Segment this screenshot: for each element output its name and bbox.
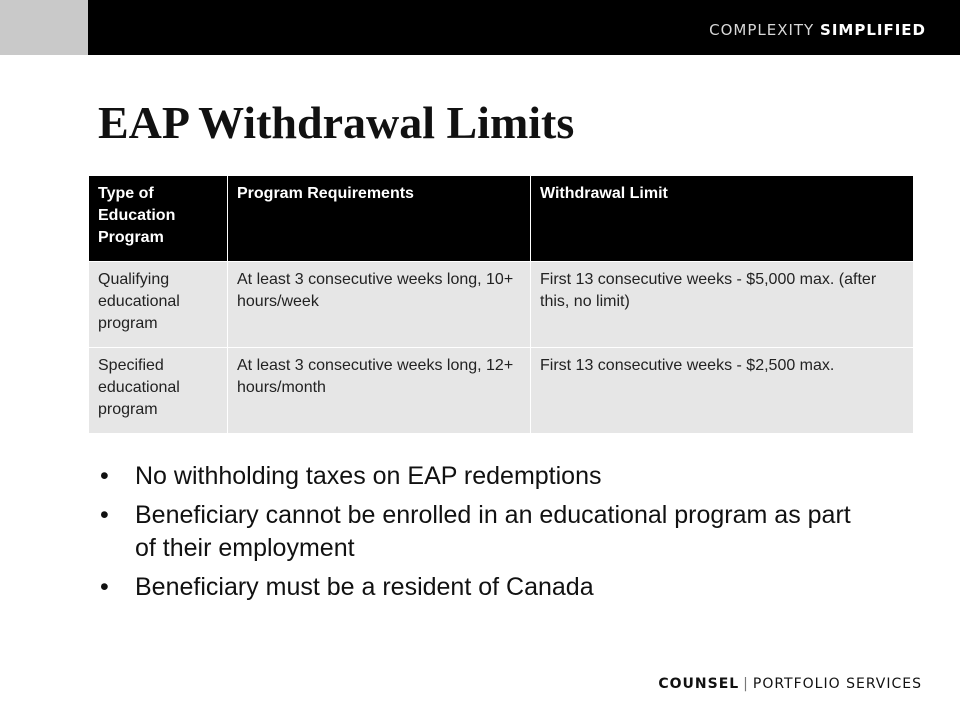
bullet-dot-icon: • [100,462,109,490]
table-cell: At least 3 consecutive weeks long, 12+ hours/month [228,348,531,434]
table-cell: First 13 consecutive weeks - $2,500 max. [531,348,914,434]
footer-brand: COUNSEL [658,676,740,692]
bullet-text: Beneficiary must be a resident of Canada [135,573,594,601]
bullet-text: Beneficiary cannot be enrolled in an educational program as part of their employment [135,501,851,562]
footer-logo [658,676,922,692]
table-header-row [89,176,913,262]
tagline-regular: COMPLEXITY [709,21,815,39]
bullet-dot-icon: • [100,573,109,601]
footer-text: PORTFOLIO SERVICES [752,676,922,692]
bullet-dot-icon: • [100,501,109,529]
table-row [89,262,913,348]
table-row [89,348,913,434]
top-banner [0,0,960,55]
slide-title: EAP Withdrawal Limits [98,97,575,148]
bullet-text: No withholding taxes on EAP redemptions [135,462,602,490]
footer-separator: | [743,676,749,692]
withdrawal-limits-table [89,176,913,433]
table-header-cell: Type of Education Program [89,176,228,262]
table-cell: Qualifying educational program [89,262,228,348]
tagline-bold: SIMPLIFIED [820,21,926,39]
table-cell: Specified educational program [89,348,228,434]
bullet-item [100,571,860,604]
table-header-cell: Withdrawal Limit [531,176,914,262]
table-header-cell: Program Requirements [228,176,531,262]
table-cell: At least 3 consecutive weeks long, 10+ hours/week [228,262,531,348]
bullet-item [100,460,860,493]
bullet-list [100,460,860,610]
bullet-item [100,499,860,565]
tagline [709,21,926,39]
accent-square [0,0,88,55]
table-cell: First 13 consecutive weeks - $5,000 max. (after this, no limit) [531,262,914,348]
